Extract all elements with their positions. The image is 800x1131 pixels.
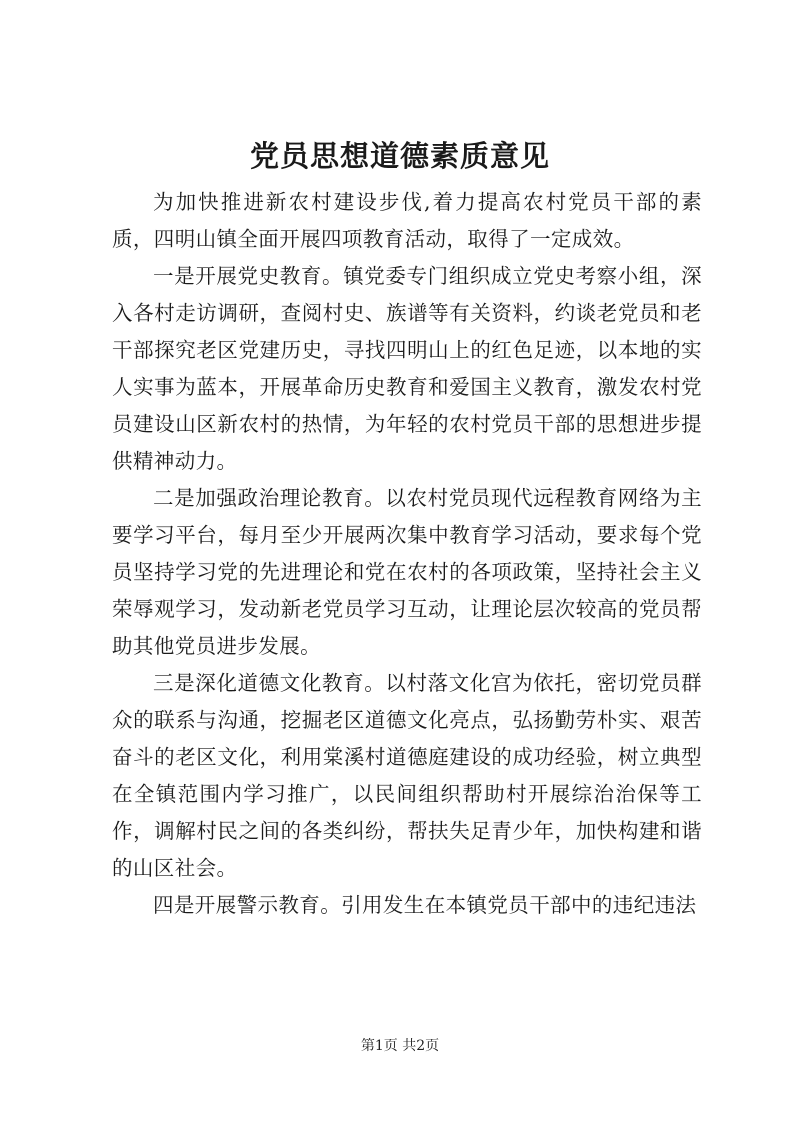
document-body <box>112 184 702 924</box>
paragraph-intro: 为加快推进新农村建设步伐,着力提高农村党员干部的素质，四明山镇全面开展四项教育活动，取得了一定成效。 <box>112 190 702 251</box>
document-title: 党员思想道德素质意见 <box>249 139 550 173</box>
paragraph-political-theory: 二是加强政治理论教育。以农村党员现代远程教育网络为主要学习平台，每月至少开展两次集中教育学习活动，要求每个党员坚持学习党的先进理论和党在农村的各项政策，坚持社会主义荣辱观学习，发动新老党员学习互动，让理论层次较高的党员帮助其他党员进步发展。 <box>112 486 702 658</box>
paragraph-party-history: 一是开展党史教育。镇党委专门组织成立党史考察小组，深入各村走访调研，查阅村史、族谱等有关资料，约谈老党员和老干部探究老区党建历史，寻找四明山上的红色足迹，以本地的实人实事为蓝本，开展革命历史教育和爱国主义教育，激发农村党员建设山区新农村的热情，为年轻的农村党员干部的思想进步提供精神动力。 <box>112 264 702 473</box>
paragraph-moral-culture: 三是深化道德文化教育。以村落文化宫为依托，密切党员群众的联系与沟通，挖掘老区道德文化亮点，弘扬勤劳朴实、艰苦奋斗的老区文化，利用棠溪村道德庭建设的成功经验，树立典型在全镇范围内学习推广，以民间组织帮助村开展综治治保等工作，调解村民之间的各类纠纷，帮扶失足青少年，加快构建和谐的山区社会。 <box>112 671 702 880</box>
paragraph-warning-education: 四是开展警示教育。引用发生在本镇党员干部中的违纪违法 <box>153 893 697 917</box>
page-footer: 第1页 共2页 <box>360 1038 440 1054</box>
